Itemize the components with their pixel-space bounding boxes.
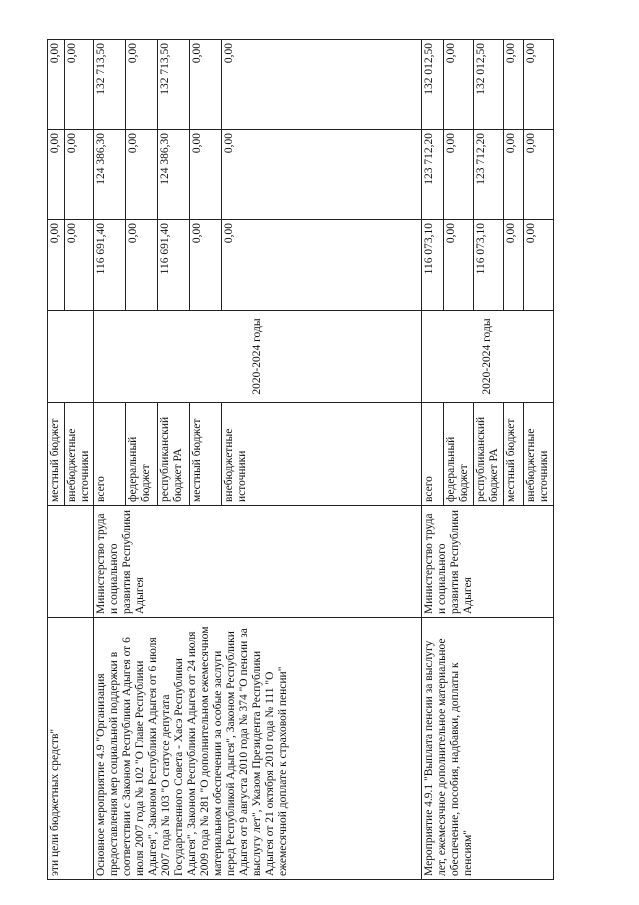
value-cell: 132 713,50 [94,40,126,130]
period-cell: 2020-2024 годы [422,311,554,403]
source-cell: республиканский бюджет РА [474,403,504,506]
rotated-table-container [47,40,584,880]
value-cell: 0,00 [524,130,554,220]
value-cell: 0,00 [126,220,158,311]
table-row [94,40,126,880]
executor-cell: Министерство труда и социального развития Республики Адыгея [422,506,554,618]
value-cell: 123 712,20 [422,130,444,220]
value-cell: 0,00 [126,40,158,130]
value-cell: 0,00 [65,130,94,220]
period-cell [48,311,94,403]
value-cell: 0,00 [48,220,65,311]
value-cell: 132 012,50 [474,40,504,130]
source-cell: федеральный бюджет [444,403,474,506]
value-cell: 0,00 [126,130,158,220]
period-cell: 2020-2024 годы [94,311,422,403]
value-cell: 116 073,10 [422,220,444,311]
table-row [422,40,444,880]
value-cell: 0,00 [65,220,94,311]
source-cell: внебюджетные источники [65,403,94,506]
value-cell: 0,00 [524,40,554,130]
value-cell: 116 073,10 [474,220,504,311]
value-cell: 132 713,50 [158,40,190,130]
source-cell: внебюджетные источники [524,403,554,506]
value-cell: 0,00 [222,130,422,220]
value-cell: 0,00 [444,40,474,130]
source-cell: республиканский бюджет РА [158,403,190,506]
value-cell: 0,00 [504,220,524,311]
source-cell: местный бюджет [504,403,524,506]
measure-cell: Основное мероприятие 4.9 "Организация предоставления мер социальной поддержки в соответствии с Законом Республики Адыгея от 6 июля 2007 года № 102 "О Главе Республики Адыгея", Законом Республики Адыгея от 6 июля 2007 года № 103 "О статусе депутата Государственного Совета - Хасэ Республики Адыгея", Законом Республики Адыгея от 24 июля 2009 года № 281 "О дополнительном ежемесячном материальном обеспечении за особые заслуги перед Республикой Адыгея", Законом Республики Адыгея от 9 августа 2010 года № 374 "О пенсии за выслугу лет", Указом Президента Республики Адыгея от 21 октября 2010 года № 111 "О ежемесячной доплате к страховой пенсии" [94,618,422,880]
executor-cell: Министерство труда и социального развития Республики Адыгея [94,506,422,618]
source-cell: всего [94,403,126,506]
value-cell: 124 386,30 [158,130,190,220]
value-cell: 116 691,40 [158,220,190,311]
table-row [48,40,65,880]
value-cell: 0,00 [524,220,554,311]
value-cell: 116 691,40 [94,220,126,311]
value-cell: 124 386,30 [94,130,126,220]
value-cell: 123 712,20 [474,130,504,220]
value-cell: 0,00 [48,130,65,220]
source-cell: местный бюджет [48,403,65,506]
value-cell: 0,00 [65,40,94,130]
source-cell: всего [422,403,444,506]
value-cell: 0,00 [190,130,222,220]
value-cell: 0,00 [504,40,524,130]
measure-cell: Мероприятие 4.9.1 "Выплата пенсии за выслугу лет, ежемесячное дополнительное материальное обеспечение, пособия, надбавки, доплаты к пенсиям" [422,618,554,880]
value-cell: 0,00 [444,130,474,220]
budget-table [47,39,554,880]
value-cell: 0,00 [222,40,422,130]
source-cell: федеральный бюджет [126,403,158,506]
source-cell: внебюджетные источники [222,403,422,506]
value-cell: 0,00 [190,220,222,311]
value-cell: 132 012,50 [422,40,444,130]
source-cell: местный бюджет [190,403,222,506]
value-cell: 0,00 [222,220,422,311]
value-cell: 0,00 [48,40,65,130]
value-cell: 0,00 [504,130,524,220]
value-cell: 0,00 [444,220,474,311]
executor-cell [48,506,94,618]
value-cell: 0,00 [190,40,222,130]
measure-cell: эти цели бюджетных средств" [48,618,94,880]
